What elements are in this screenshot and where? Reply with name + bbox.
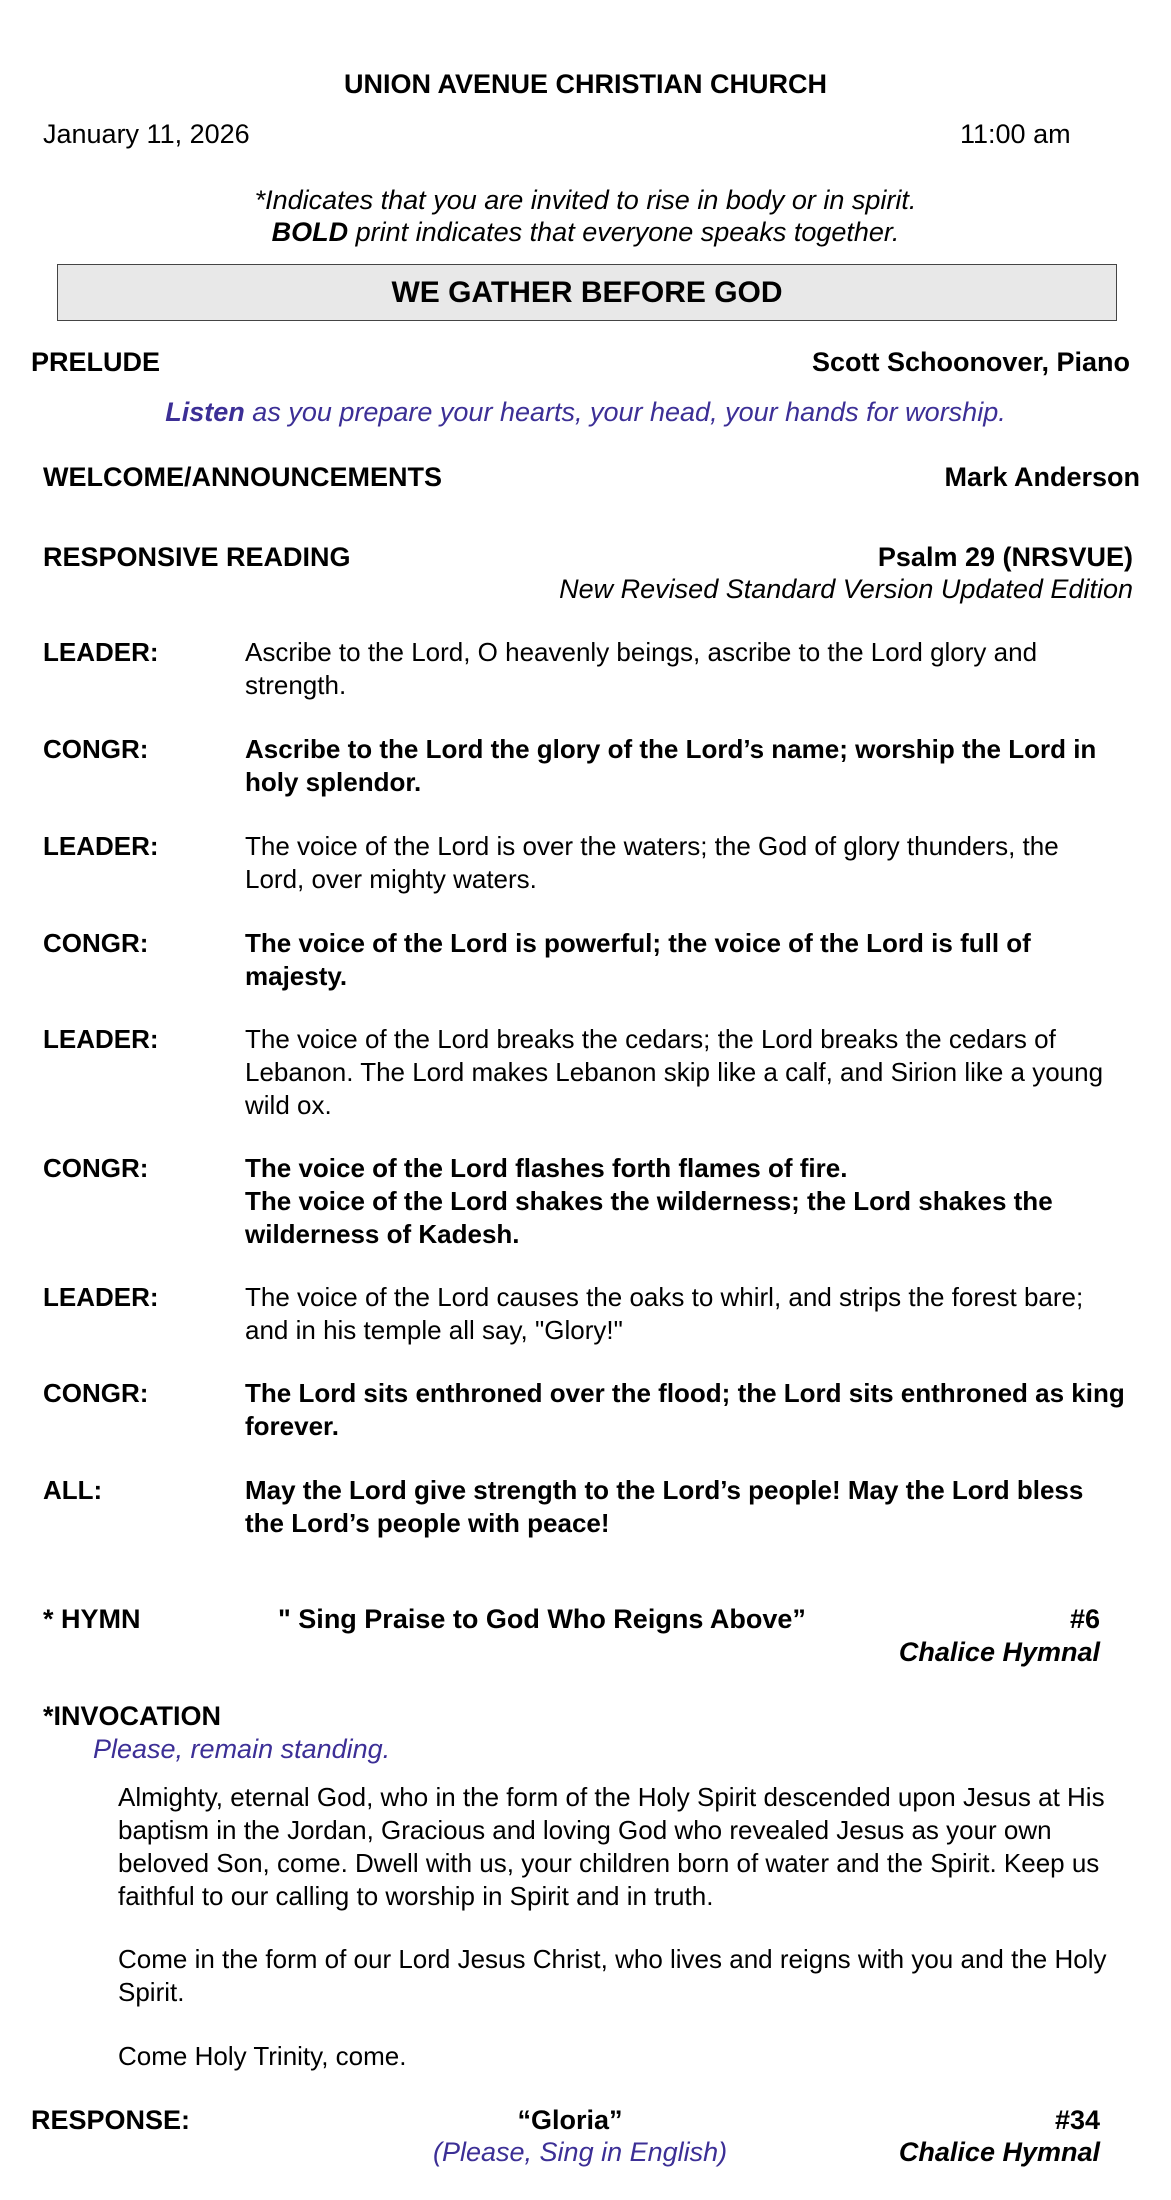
- note-rise: *Indicates that you are invited to rise in body or in spirit.: [254, 185, 917, 215]
- hymn-label: * HYMN: [43, 1604, 141, 1634]
- reading-line: May the Lord give strength to the Lord’s people! May the Lord bless the Lord’s people with peace!: [245, 1475, 1084, 1538]
- hymn-book: Chalice Hymnal: [898, 1637, 1100, 1667]
- reading-line: The voice of the Lord flashes forth flames of fire.: [245, 1153, 848, 1183]
- section-banner: [57, 264, 1117, 321]
- reading-role: ALL:: [43, 1475, 103, 1505]
- invocation-paragraph: Almighty, eternal God, who in the form of the Holy Spirit descended upon Jesus at His baptism in the Jordan, Gracious and loving God who revealed Jesus as your own beloved Son, come. Dwell with us, your children born of water and the Spirit. Keep us faithful to our calling to worship in Spirit and in truth.: [118, 1782, 1105, 1911]
- reading-line: The voice of the Lord is powerful; the voice of the Lord is full of majesty.: [245, 928, 1031, 991]
- service-time: 11:00 am: [960, 119, 1071, 149]
- note-bold-rest: print indicates that everyone speaks together.: [348, 217, 900, 247]
- reading-role: CONGR:: [43, 928, 149, 958]
- reading-role: LEADER:: [43, 831, 159, 861]
- prelude-instruction: [0, 396, 1171, 428]
- reading-version: New Revised Standard Version Updated Edition: [559, 574, 1133, 604]
- response-title: “Gloria”: [517, 2105, 623, 2135]
- response-label: RESPONSE:: [31, 2105, 191, 2135]
- welcome-label: WELCOME/ANNOUNCEMENTS: [43, 462, 442, 492]
- reading-role: LEADER:: [43, 637, 159, 667]
- reading-role: LEADER:: [43, 1024, 159, 1054]
- invocation-label: *INVOCATION: [43, 1701, 222, 1731]
- hymn-title: " Sing Praise to God Who Reigns Above”: [278, 1604, 806, 1634]
- response-note: (Please, Sing in English): [433, 2137, 728, 2167]
- reading-role: LEADER:: [43, 1282, 159, 1312]
- reading-line: The voice of the Lord is over the waters; the God of glory thunders, the Lord, over mighty waters.: [245, 831, 1059, 894]
- reading-role: CONGR:: [43, 734, 149, 764]
- response-book: Chalice Hymnal: [898, 2137, 1100, 2167]
- reading-line: The voice of the Lord causes the oaks to whirl, and strips the forest bare; and in his temple all say, "Glory!": [245, 1282, 1084, 1345]
- section-title: WE GATHER BEFORE GOD: [391, 275, 783, 309]
- reading-line: Ascribe to the Lord the glory of the Lord’s name; worship the Lord in holy splendor.: [245, 734, 1097, 797]
- response-number: #34: [1054, 2105, 1100, 2135]
- note-bold-word: BOLD: [271, 217, 349, 247]
- welcome-leader: Mark Anderson: [944, 462, 1140, 492]
- listen-word: Listen: [165, 397, 245, 427]
- church-name: UNION AVENUE CHRISTIAN CHURCH: [343, 69, 827, 99]
- prelude-label: PRELUDE: [31, 347, 161, 377]
- reading-line: Ascribe to the Lord, O heavenly beings, ascribe to the Lord glory and strength.: [245, 637, 1038, 700]
- invocation-paragraph: Come in the form of our Lord Jesus Christ, who lives and reigns with you and the Holy Spirit.: [118, 1944, 1107, 2007]
- reading-line: The voice of the Lord shakes the wilderness; the Lord shakes the wilderness of Kadesh.: [245, 1186, 1053, 1249]
- reading-role: CONGR:: [43, 1378, 149, 1408]
- reading-line: The voice of the Lord breaks the cedars; the Lord breaks the cedars of Lebanon. The Lord makes Lebanon skip like a calf, and Sirion like a young wild ox.: [245, 1024, 1104, 1120]
- invocation-instruction: Please, remain standing.: [93, 1734, 391, 1764]
- reading-line: The Lord sits enthroned over the flood; the Lord sits enthroned as king forever.: [245, 1378, 1125, 1441]
- reading-passage: Psalm 29 (NRSVUE): [877, 542, 1133, 572]
- prelude-performer: Scott Schoonover, Piano: [811, 347, 1130, 377]
- hymn-number: #6: [1069, 1604, 1100, 1634]
- listen-rest: as you prepare your hearts, your head, your hands for worship.: [244, 397, 1006, 427]
- reading-label: RESPONSIVE READING: [43, 542, 351, 572]
- invocation-paragraph: Come Holy Trinity, come.: [118, 2041, 407, 2071]
- service-date: January 11, 2026: [43, 119, 250, 149]
- note-bold: [0, 216, 1171, 248]
- reading-role: CONGR:: [43, 1153, 149, 1183]
